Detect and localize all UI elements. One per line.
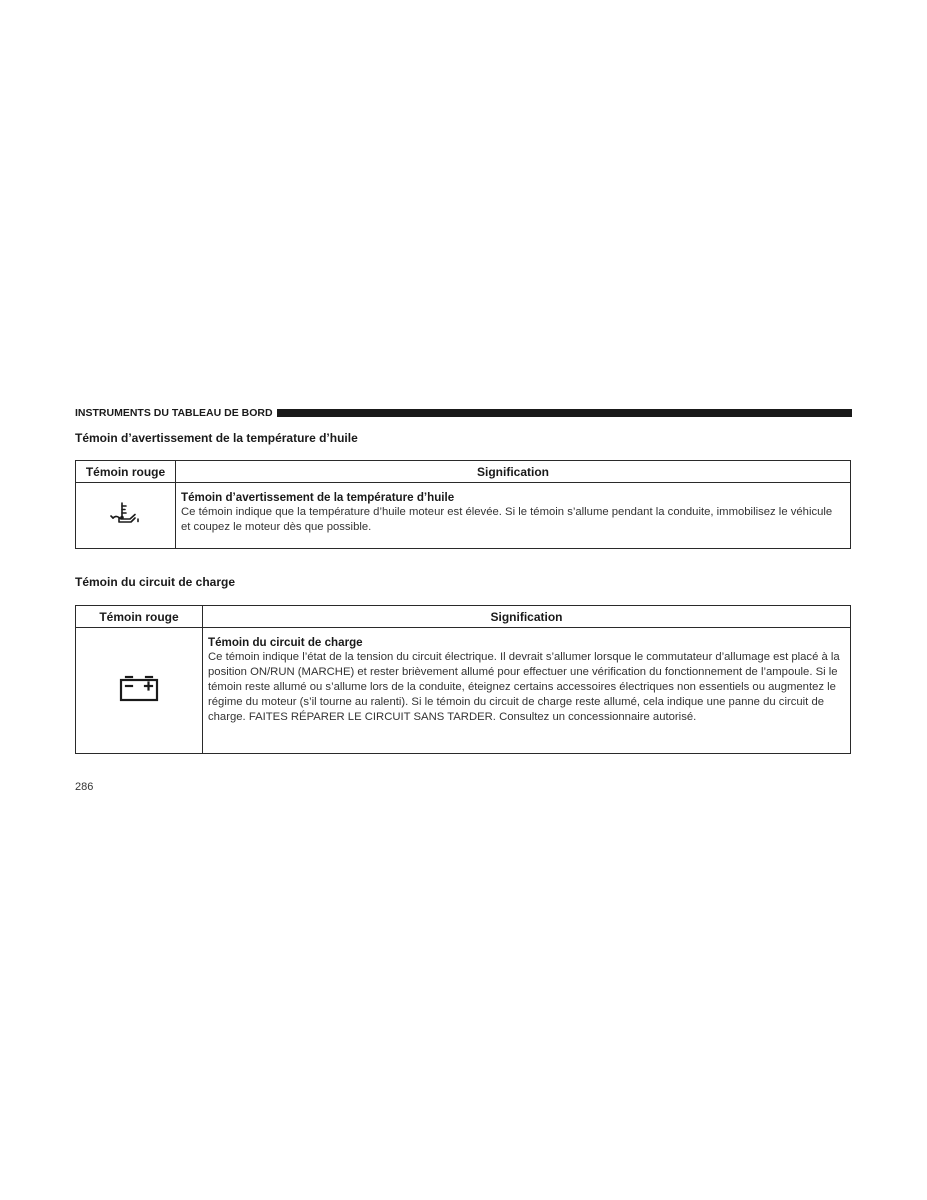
table-header-row: [76, 606, 851, 628]
column-header-color: Témoin rouge: [76, 606, 203, 628]
running-title: INSTRUMENTS DU TABLEAU DE BORD: [75, 407, 273, 419]
header-rule: [277, 409, 852, 417]
oil-temperature-warning-icon: [109, 501, 143, 527]
column-header-meaning: Signification: [176, 461, 851, 483]
description-body: Ce témoin indique que la température d’huile moteur est élevée. Si le témoin s’allume pendant la conduite, immobilisez le véhicule et coupez le moteur dès que possible.: [181, 506, 833, 533]
description-title: Témoin d’avertissement de la température d’huile: [181, 491, 455, 504]
icon-cell: [76, 483, 176, 549]
icon-cell: [76, 628, 203, 754]
charging-circuit-table: [75, 605, 851, 754]
oil-temperature-table: [75, 460, 851, 549]
section-title-charging-circuit: Témoin du circuit de charge: [75, 575, 236, 589]
description-title: Témoin du circuit de charge: [208, 636, 363, 649]
column-header-color: Témoin rouge: [76, 461, 176, 483]
page-number: 286: [75, 781, 94, 793]
meaning-cell: [176, 483, 851, 549]
column-header-meaning: Signification: [203, 606, 851, 628]
battery-charging-warning-icon: [117, 674, 161, 704]
table-row: [76, 628, 851, 754]
table-row: [76, 483, 851, 549]
section-title-oil-temperature: Témoin d’avertissement de la température d’huile: [75, 431, 358, 445]
meaning-cell: [203, 628, 851, 754]
description-body: Ce témoin indique l’état de la tension du circuit électrique. Il devrait s’allumer lorsque le commutateur d’allumage est placé à la position ON/RUN (MARCHE) et rester brièvement allumé pour effectuer une vérification du fonctionnement de l’ampoule. Si le témoin reste allumé ou s’allume lors de la conduite, éteignez certains accessoires électriques non essentiels ou augmentez le régime du moteur (s’il tourne au ralenti). Si le témoin du circuit de charge reste allumé, cela indique une panne du circuit de charge. FAITES RÉPARER LE CIRCUIT SANS TARDER. Consultez un concessionnaire autorisé.: [208, 651, 840, 723]
table-header-row: [76, 461, 851, 483]
page-header: [75, 405, 852, 421]
